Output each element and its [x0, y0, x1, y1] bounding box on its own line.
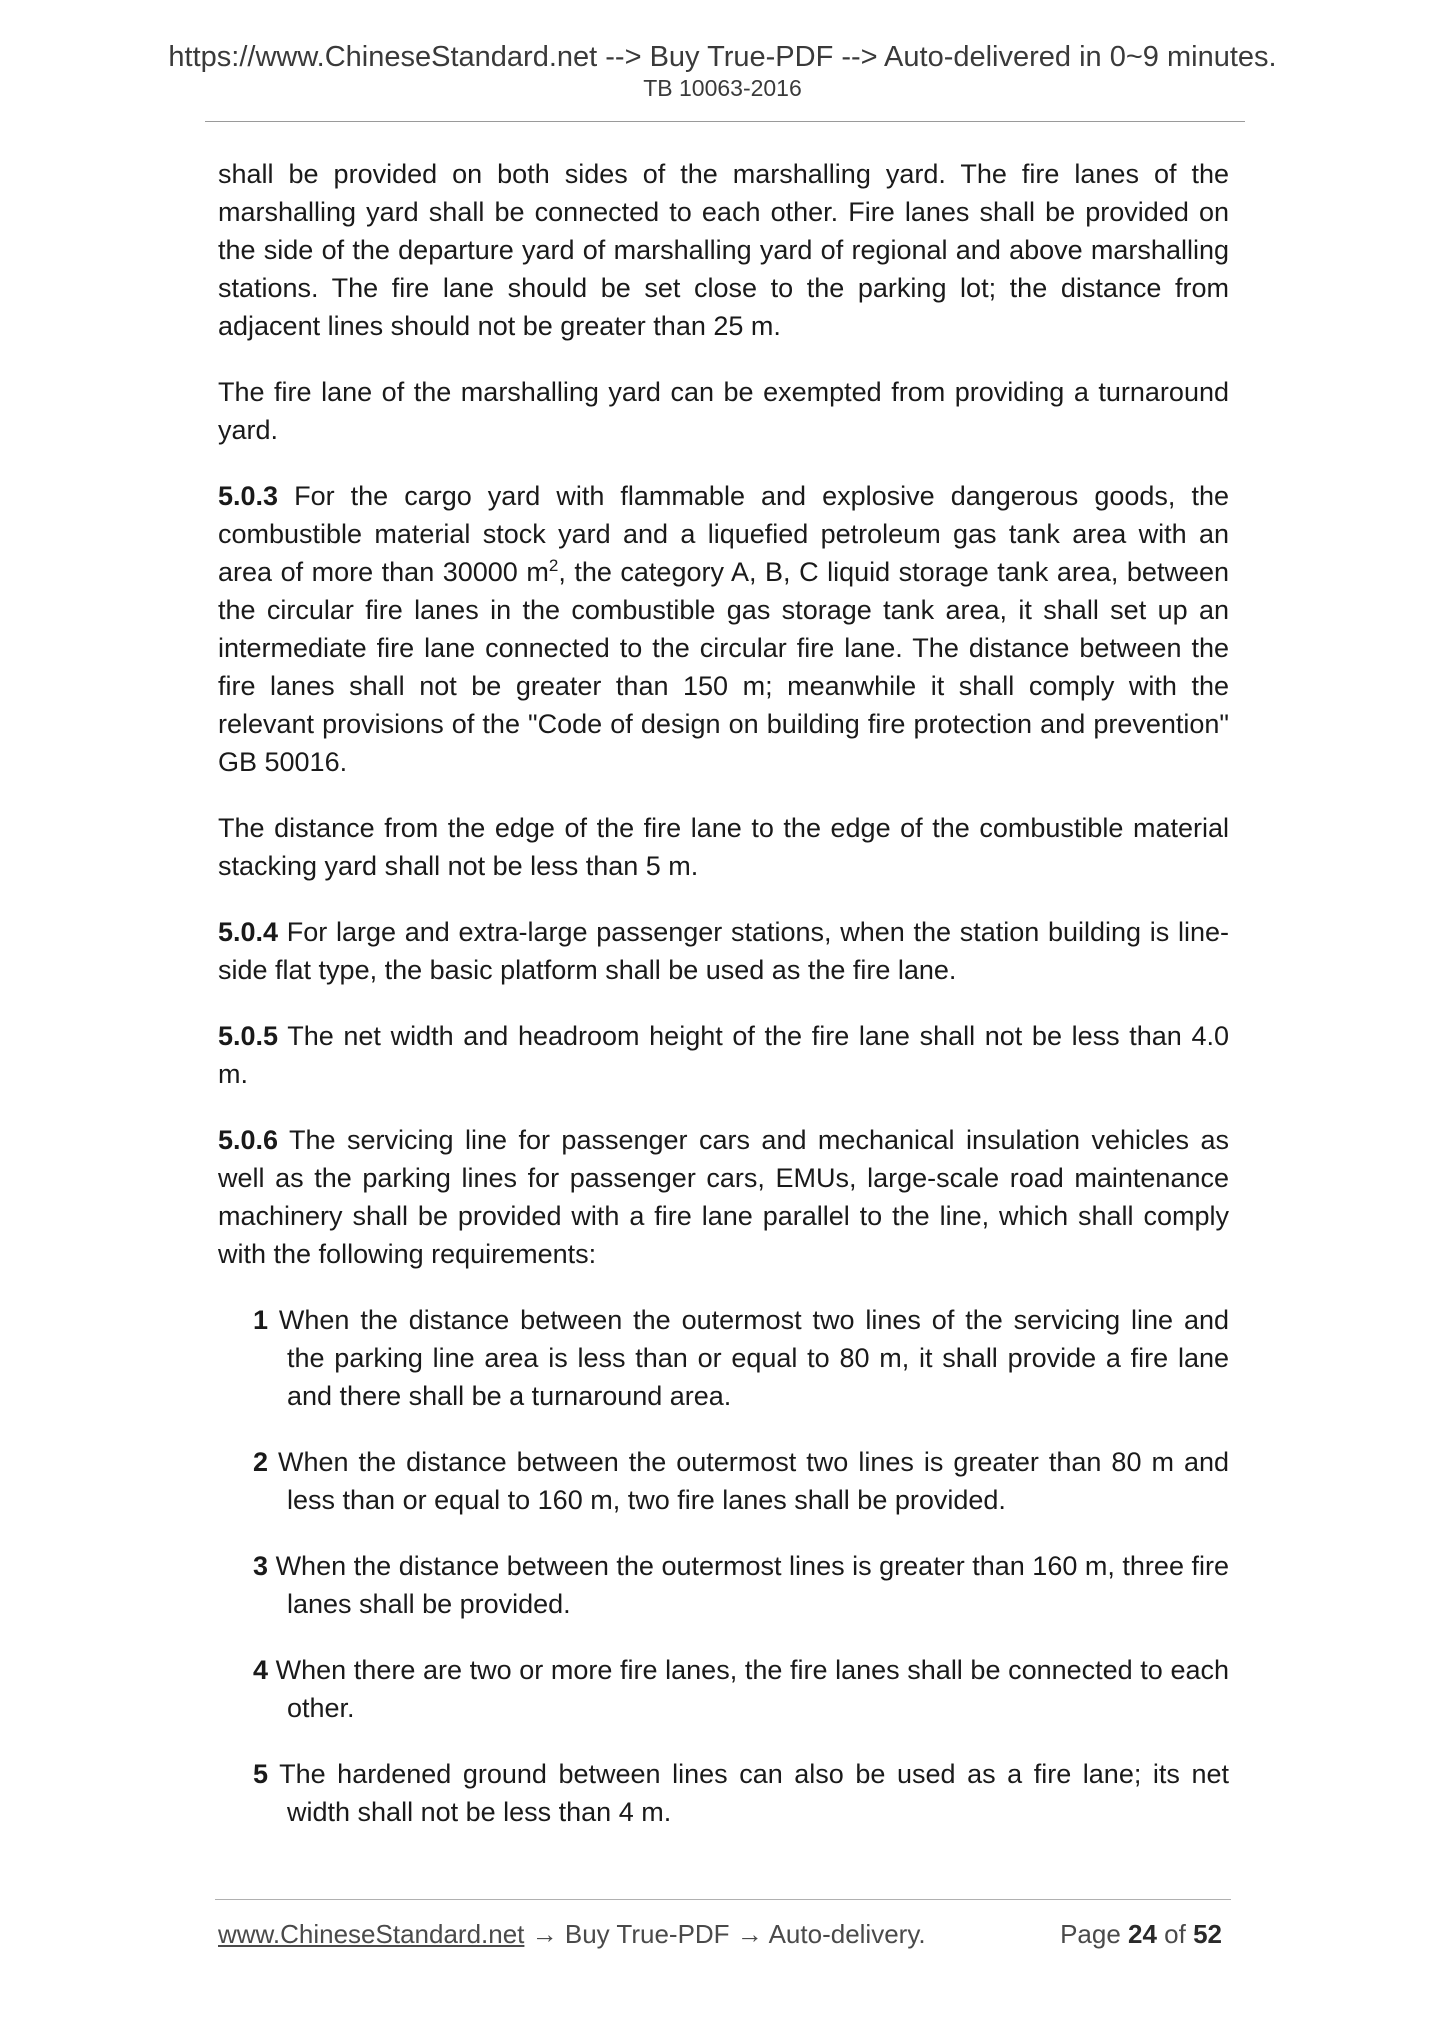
buy-pdf-text: Buy True-PDF — [564, 1919, 730, 1949]
clause-number: 5.0.3 — [218, 481, 279, 511]
list-item — [253, 1755, 1229, 1831]
list-item — [253, 1301, 1229, 1415]
header-divider — [205, 121, 1245, 122]
list-item-text: When the distance between the outermost two lines of the servicing line and the parking line area is less than or equal to 80 m, it shall provide a fire lane and there shall be a turnaround area. — [268, 1305, 1229, 1411]
list-item-text: When there are two or more fire lanes, the fire lanes shall be connected to each other. — [268, 1655, 1229, 1723]
clause-5-0-3 — [218, 477, 1229, 781]
footer-divider — [215, 1899, 1231, 1900]
clause-text: , the category A, B, C liquid storage tank area, between the circular fire lanes in the combustible gas storage tank area, it shall set up an intermediate fire lane connected to the circular fire lane. The distance between the fire lanes shall not be greater than 150 m; meanwhile it shall comply with the relevant provisions of the "Code of design on building fire protection and prevention" GB 50016. — [218, 557, 1229, 777]
site-banner[interactable]: https://www.ChineseStandard.net --> Buy True-PDF --> Auto-delivered in 0~9 minutes. — [168, 41, 1277, 73]
page-label: Page — [1060, 1919, 1129, 1949]
paragraph-stacking-distance: The distance from the edge of the fire lane to the edge of the combustible material stacking yard shall not be less than 5 m. — [218, 813, 1229, 881]
footer-links — [218, 1918, 926, 1950]
of-label: of — [1156, 1919, 1194, 1949]
list-item-text: The hardened ground between lines can also be used as a fire lane; its net width shall not be less than 4 m. — [268, 1759, 1229, 1827]
list-item-text: When the distance between the outermost lines is greater than 160 m, three fire lanes shall be provided. — [268, 1551, 1229, 1619]
clause-number: 5.0.5 — [218, 1021, 279, 1051]
clause-text: The servicing line for passenger cars and mechanical insulation vehicles as well as the parking lines for passenger cars, EMUs, large-scale road maintenance machinery shall be provided with a fire lane parallel to the line, which shall comply with the following requirements: — [218, 1125, 1229, 1269]
clause-5-0-5 — [218, 1017, 1229, 1093]
list-item — [253, 1443, 1229, 1519]
list-item-number: 2 — [253, 1447, 269, 1477]
paragraph-continuation: shall be provided on both sides of the marshalling yard. The fire lanes of the marshalling yard shall be connected to each other. Fire lanes shall be provided on the side of the departure yard of marshalling yard of regional and above marshalling stations. The fire lane should be set close to the parking lot; the distance from adjacent lines should not be greater than 25 m. — [218, 159, 1229, 341]
arrow-icon: → — [729, 1919, 769, 1949]
clause-5-0-6 — [218, 1121, 1229, 1273]
auto-delivery-text: Auto-delivery. — [768, 1919, 926, 1949]
clause-number: 5.0.6 — [218, 1125, 279, 1155]
list-item-number: 1 — [253, 1305, 269, 1335]
list-item-number: 5 — [253, 1759, 269, 1789]
list-item-number: 3 — [253, 1551, 269, 1581]
site-link[interactable]: www.ChineseStandard.net — [218, 1919, 525, 1949]
clause-5-0-4 — [218, 913, 1229, 989]
list-item-text: When the distance between the outermost two lines is greater than 80 m and less than or equal to 160 m, two fire lanes shall be provided. — [268, 1447, 1229, 1515]
clause-number: 5.0.4 — [218, 917, 279, 947]
page-number: 24 — [1128, 1919, 1157, 1949]
clause-text: For the cargo yard with flammable and explosive dangerous goods, the combustible material stock yard and a liquefied petroleum gas tank area with an area of more than 30000 m — [218, 481, 1229, 587]
superscript: 2 — [548, 556, 559, 575]
page-indicator — [1060, 1918, 1222, 1950]
paragraph-turnaround-exemption: The fire lane of the marshalling yard can be exempted from providing a turnaround yard. — [218, 377, 1229, 445]
list-item-number: 4 — [253, 1655, 269, 1685]
page-body — [218, 155, 1229, 1859]
total-pages: 52 — [1193, 1919, 1222, 1949]
list-item — [253, 1651, 1229, 1727]
clause-text: The net width and headroom height of the fire lane shall not be less than 4.0 m. — [218, 1021, 1229, 1089]
document-code: TB 10063-2016 — [643, 75, 802, 101]
list-item — [253, 1547, 1229, 1623]
clause-text: For large and extra-large passenger stations, when the station building is line-side flat type, the basic platform shall be used as the fire lane. — [218, 917, 1229, 985]
arrow-icon: → — [524, 1919, 565, 1949]
